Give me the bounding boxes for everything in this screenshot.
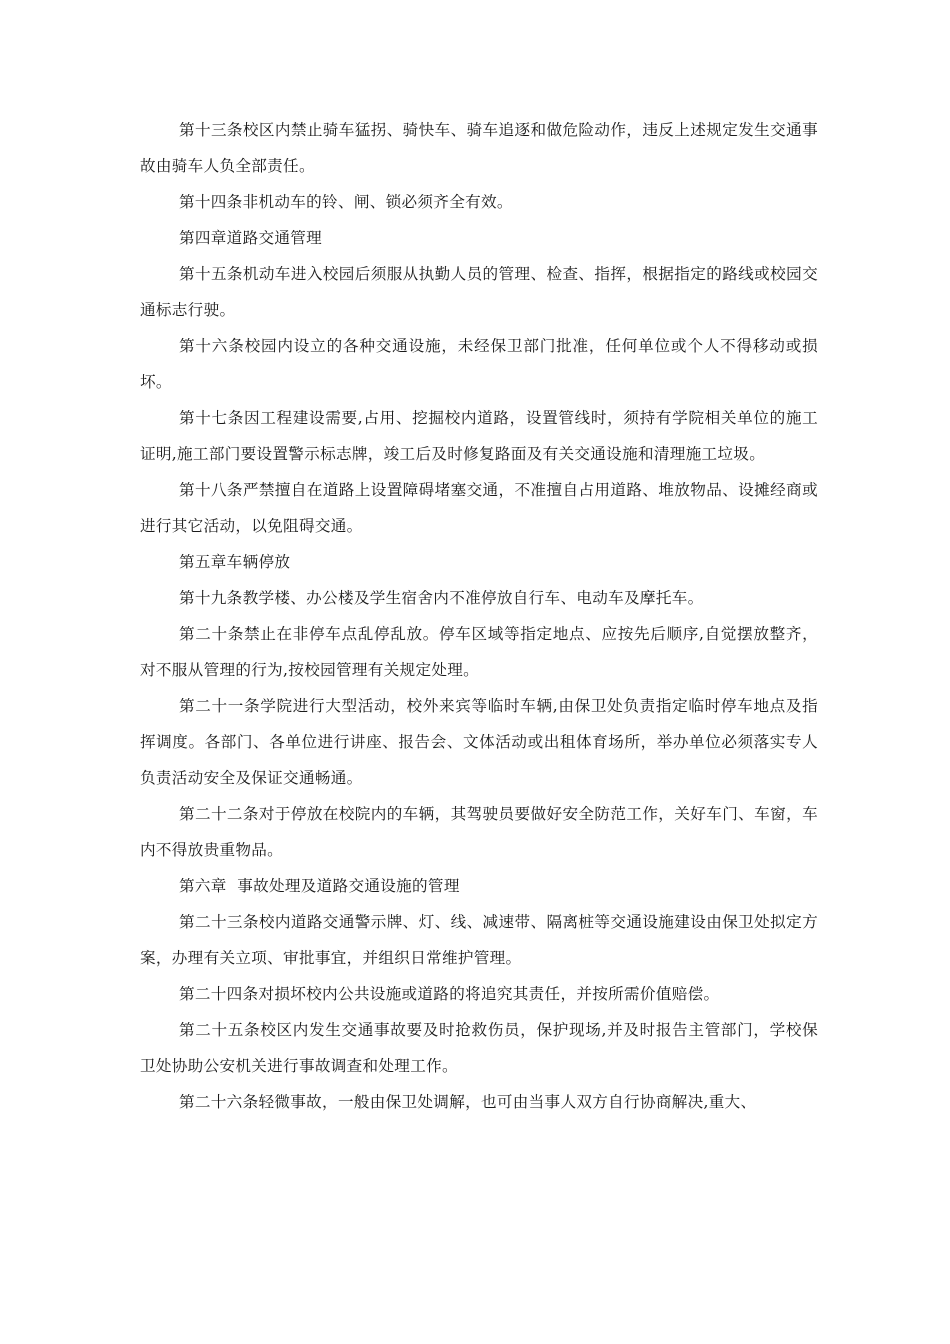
chapter-5-heading: 第五章车辆停放: [179, 553, 291, 571]
article-13: 第十三条校区内禁止骑车猛拐、骑快车、骑车追逐和做危险动作，违反上述规定发生交通事故由骑车人负全部责任。: [140, 121, 818, 175]
article-24: 第二十四条对损坏校内公共设施或道路的将追究其责任，并按所需价值赔偿。: [179, 985, 720, 1003]
article-23: 第二十三条校内道路交通警示牌、灯、线、减速带、隔离桩等交通设施建设由保卫处拟定方案，办理有关立项、审批事宜，并组织日常维护管理。: [140, 913, 818, 967]
article-25: 第二十五条校区内发生交通事故要及时抢救伤员，保护现场,并及时报告主管部门，学校保卫处协助公安机关进行事故调查和处理工作。: [140, 1021, 818, 1075]
article-26: 第二十六条轻微事故，一般由保卫处调解，也可由当事人双方自行协商解决,重大、: [179, 1093, 757, 1111]
article-15: 第十五条机动车进入校园后须服从执勤人员的管理、检查、指挥，根据指定的路线或校园交通标志行驶。: [140, 265, 818, 319]
chapter-6-heading: 第六章 事故处理及道路交通设施的管理: [179, 877, 460, 895]
article-19: 第十九条教学楼、办公楼及学生宿舍内不准停放自行车、电动车及摩托车。: [179, 589, 704, 607]
article-14: 第十四条非机动车的铃、闸、锁必须齐全有效。: [179, 193, 513, 211]
article-18: 第十八条严禁擅自在道路上设置障碍堵塞交通，不准擅自占用道路、堆放物品、设摊经商或进行其它活动，以免阻碍交通。: [140, 481, 818, 535]
chapter-4-heading: 第四章道路交通管理: [179, 229, 323, 247]
article-22: 第二十二条对于停放在校院内的车辆，其驾驶员要做好安全防范工作，关好车门、车窗，车内不得放贵重物品。: [140, 805, 818, 859]
article-20: 第二十条禁止在非停车点乱停乱放。停车区域等指定地点、应按先后顺序,自觉摆放整齐，对不服从管理的行为,按校园管理有关规定处理。: [140, 625, 818, 679]
article-17: 第十七条因工程建设需要,占用、挖掘校内道路，设置管线时，须持有学院相关单位的施工证明,施工部门要设置警示标志牌，竣工后及时修复路面及有关交通设施和清理施工垃圾。: [140, 409, 818, 463]
article-16: 第十六条校园内设立的各种交通设施，未经保卫部门批准，任何单位或个人不得移动或损坏。: [140, 337, 818, 391]
article-21: 第二十一条学院进行大型活动，校外来宾等临时车辆,由保卫处负责指定临时停车地点及指挥调度。各部门、各单位进行讲座、报告会、文体活动或出租体育场所，举办单位必须落实专人负责活动安全及保证交通畅通。: [140, 697, 818, 787]
document-page: [140, 112, 818, 1120]
